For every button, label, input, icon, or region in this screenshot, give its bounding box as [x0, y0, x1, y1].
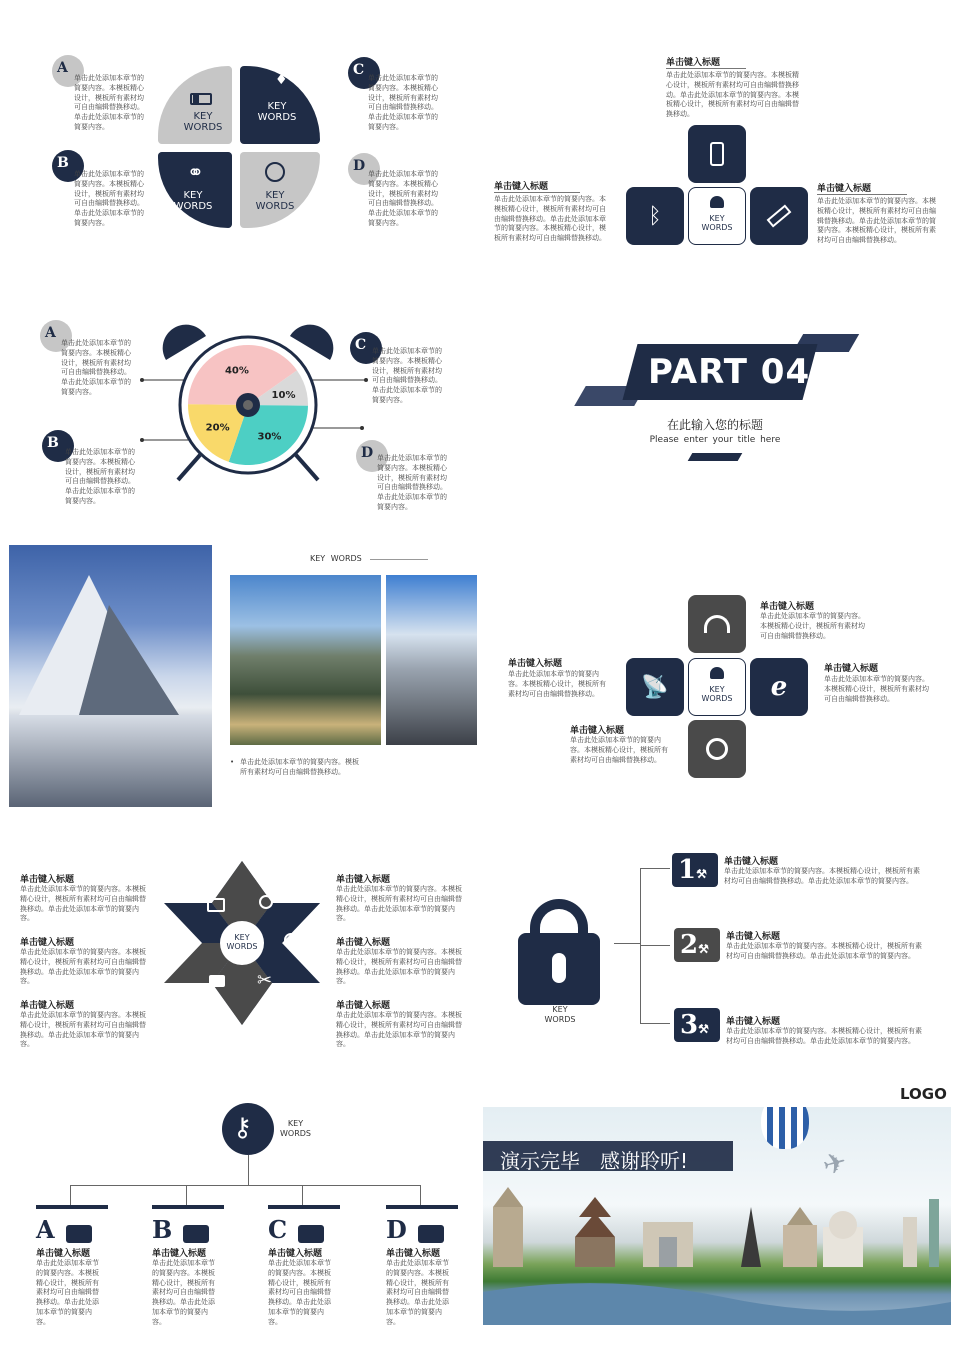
text-d: 单击此处添加本章节的简要内容。本模板精心设计，模板所有素材均可自由编辑替换移动。单击此处添加本章节的简要内容。	[377, 454, 447, 511]
letter-b: B	[152, 1215, 173, 1244]
landmarks-photo	[483, 1107, 951, 1325]
slide-8-padlock-list	[480, 815, 960, 1065]
android-tile	[688, 187, 746, 245]
phone-icon	[710, 142, 724, 166]
unlock-icon	[298, 1225, 324, 1243]
text-b: 单击此处添加本章节的简要内容。本模板精心设计，模板所有素材均可自由编辑替换移动。单击此处添加本章节的简要内容。	[65, 448, 135, 505]
pie-label-3: 20%	[205, 422, 230, 434]
text-left-2: 单击此处添加本章节的简要内容。本模板精心设计，模板所有素材均可自由编辑替换移动。单击此处添加本章节的简要内容。	[20, 948, 146, 986]
branch-b-title: 单击键入标题	[152, 1249, 207, 1259]
title-1: 单击键入标题	[760, 602, 815, 612]
label-words: WORDS	[701, 694, 733, 703]
letter-c: C	[268, 1215, 288, 1244]
title-left-2: 单击键入标题	[20, 938, 75, 948]
letter-d: D	[386, 1215, 407, 1244]
letter-a: A	[57, 60, 68, 76]
text-right-2: 单击此处添加本章节的简要内容。本模板精心设计，模板所有素材均可自由编辑替换移动。单击此处添加本章节的简要内容。	[336, 948, 462, 986]
slide-4-part-title	[480, 290, 960, 525]
logo: LOGO	[900, 1085, 947, 1103]
bell-left	[163, 325, 206, 360]
letter-c: C	[355, 337, 367, 353]
title-4: 单击键入标题	[570, 726, 625, 736]
umbrella-icon: ☂	[175, 930, 192, 951]
label-key-1: KEY WORDS	[183, 111, 223, 133]
key-circle	[222, 1103, 274, 1155]
number-badge-1: 1⚒	[672, 853, 718, 887]
title-3: 单击键入标题	[824, 664, 879, 674]
power-tile	[688, 720, 746, 778]
usb-icon	[767, 204, 792, 227]
item-title-2: 单击键入标题	[726, 932, 781, 942]
phone-tile	[688, 125, 746, 183]
pie-label-0: 40%	[224, 365, 249, 377]
hammer-icon: ⚒	[698, 1022, 709, 1036]
item-title-1: 单击键入标题	[724, 857, 779, 867]
top-title: 单击键入标题	[666, 55, 746, 69]
branch-d-title: 单击键入标题	[386, 1249, 441, 1259]
title-left-1: 单击键入标题	[20, 875, 75, 885]
label-words: WORDS	[701, 223, 733, 232]
heading-keywords: KEY WORDS	[310, 554, 362, 563]
link-icon: ⚭	[187, 160, 204, 184]
title-left-3: 单击键入标题	[20, 1001, 75, 1011]
city-skyline	[483, 1107, 951, 1325]
label-key-3: KEY WORDS	[173, 190, 213, 212]
alarm-clock-chart	[130, 320, 370, 490]
bullet-text: 单击此处添加本章节的简要内容。模板所有素材均可自由编辑替换移动。	[240, 758, 359, 776]
right-text: 单击此处添加本章节的简要内容。本模板精心设计，模板所有素材均可自由编辑替换移动。单击此处添加本章节的简要内容。本模板精心设计，模板所有素材均可自由编辑替换移动。	[817, 197, 936, 245]
tie-icon: ♦	[275, 72, 288, 88]
part-title: PART 04	[648, 352, 811, 392]
ie-tile	[750, 658, 808, 716]
padlock-label: KEY WORDS	[544, 1005, 576, 1024]
bluetooth-icon: ᛒ	[648, 203, 662, 229]
slide-7-hexagram	[0, 815, 480, 1065]
number-badge-3: 3⚒	[674, 1008, 720, 1042]
subtitle-en: Please enter your title here	[649, 435, 781, 445]
label-key-4: KEY WORDS	[255, 190, 295, 212]
label-key-2: KEY WORDS	[257, 101, 297, 123]
label-key: KEY	[709, 685, 725, 694]
padlock-icon	[518, 933, 600, 1005]
leg-right	[296, 455, 318, 480]
item-title-3: 单击键入标题	[726, 1017, 781, 1027]
thanks-text: 演示完毕 感谢聆听!	[500, 1149, 689, 1173]
text-left-1: 单击此处添加本章节的简要内容。本模板精心设计，模板所有素材均可自由编辑替换移动。单击此处添加本章节的简要内容。	[20, 885, 146, 923]
letter-b: B	[47, 435, 59, 451]
internet-explorer-icon: e	[770, 672, 788, 702]
tree-bar	[70, 1185, 420, 1186]
letter-a: A	[45, 325, 56, 341]
left-text: 单击此处添加本章节的简要内容。本模板精心设计，模板所有素材均可自由编辑替换移动。单击此处添加本章节的简要内容。本模板精心设计，模板所有素材均可自由编辑替换移动。	[494, 195, 606, 243]
branch-a-text: 单击此处添加本章节的简要内容。本模板精心设计，模板所有素材均可自由编辑替换移动。单击此处添加本章节的简要内容。	[36, 1259, 99, 1326]
photo-valley	[230, 575, 381, 745]
right-title: 单击键入标题	[817, 181, 907, 195]
item-text-1: 单击此处添加本章节的简要内容。本模板精心设计，模板所有素材均可自由编辑替换移动。单击此处添加本章节的简要内容。	[724, 867, 920, 885]
tree-stem	[248, 1155, 249, 1185]
pie-label-2: 30%	[257, 431, 282, 443]
text-2: 单击此处添加本章节的简要内容。本模板精心设计，模板所有素材均可自由编辑替换移动。	[508, 670, 606, 698]
android-tile	[688, 658, 746, 716]
search-icon	[259, 895, 273, 909]
branch-c-title: 单击键入标题	[268, 1249, 323, 1259]
letter-c: C	[353, 62, 365, 78]
unlock-icon	[418, 1225, 444, 1243]
letter-d: D	[353, 158, 366, 174]
letter-b: B	[57, 155, 69, 171]
title-right-3: 单击键入标题	[336, 1001, 391, 1011]
headphones-tile	[688, 595, 746, 653]
branch-b	[152, 1205, 224, 1328]
slide-10-thanks	[480, 1065, 960, 1352]
text-3: 单击此处添加本章节的简要内容。本模板精心设计，模板所有素材均可自由编辑替换移动。	[824, 675, 929, 703]
hammer-icon: ⚒	[698, 942, 709, 956]
slide-3-clock-pie	[0, 290, 480, 525]
bottom-bar	[688, 453, 743, 461]
text-right-3: 单击此处添加本章节的简要内容。本模板精心设计，模板所有素材均可自由编辑替换移动。单击此处添加本章节的简要内容。	[336, 1011, 462, 1049]
label-key: KEY	[709, 214, 725, 223]
branch-a-title: 单击键入标题	[36, 1249, 91, 1259]
title-right-1: 单击键入标题	[336, 875, 391, 885]
text-1: 单击此处添加本章节的简要内容。本模板精心设计，模板所有素材均可自由编辑替换移动。	[760, 612, 865, 640]
briefcase-icon	[207, 898, 225, 912]
text-4: 单击此处添加本章节的简要内容。本模板精心设计，模板所有素材均可自由编辑替换移动。	[570, 736, 668, 764]
branch-b-text: 单击此处添加本章节的简要内容。本模板精心设计，模板所有素材均可自由编辑替换移动。单击此处添加本章节的简要内容。	[152, 1259, 215, 1326]
text-left-3: 单击此处添加本章节的简要内容。本模板精心设计，模板所有素材均可自由编辑替换移动。单击此处添加本章节的简要内容。	[20, 1011, 146, 1049]
text-d: 单击此处添加本章节的简要内容。本模板精心设计，模板所有素材均可自由编辑替换移动。单击此处添加本章节的简要内容。	[368, 170, 438, 227]
text-a: 单击此处添加本章节的简要内容。本模板精心设计，模板所有素材均可自由编辑替换移动。单击此处添加本章节的简要内容。	[74, 74, 144, 131]
android-icon	[710, 667, 724, 679]
connector-h	[614, 943, 640, 944]
slide-6-icon-cross	[480, 525, 960, 815]
clock-icon	[265, 162, 285, 182]
lock-open-icon	[209, 975, 225, 987]
unlock-icon	[183, 1225, 209, 1243]
photo-matterhorn	[9, 545, 212, 807]
battery-icon	[190, 93, 212, 105]
title-2: 单击键入标题	[508, 659, 563, 669]
text-c: 单击此处添加本章节的简要内容。本模板精心设计，模板所有素材均可自由编辑替换移动。单击此处添加本章节的简要内容。	[368, 74, 438, 131]
hammer-icon: ⚒	[696, 867, 707, 881]
left-title: 单击键入标题	[494, 179, 580, 193]
watch-icon	[284, 933, 298, 947]
usb-tile	[750, 187, 808, 245]
branch-d	[386, 1205, 458, 1328]
item-text-3: 单击此处添加本章节的简要内容。本模板精心设计，模板所有素材均可自由编辑替换移动。单击此处添加本章节的简要内容。	[726, 1027, 922, 1045]
satellite-dish-icon: 📡	[641, 674, 669, 700]
photo-railway	[386, 575, 477, 745]
tools-icon: ✂	[257, 970, 273, 991]
airplane-icon: ✈	[819, 1144, 851, 1183]
branch-c	[268, 1205, 340, 1328]
bluetooth-tile	[626, 187, 684, 245]
branch-c-text: 单击此处添加本章节的简要内容。本模板精心设计，模板所有素材均可自由编辑替换移动。单击此处添加本章节的简要内容。	[268, 1259, 331, 1326]
power-icon	[706, 738, 728, 760]
letter-d: D	[361, 445, 374, 461]
bullet-dot: •	[230, 758, 235, 766]
item-text-2: 单击此处添加本章节的简要内容。本模板精心设计，模板所有素材均可自由编辑替换移动。单击此处添加本章节的简要内容。	[726, 942, 922, 960]
slide-2-icon-cross	[480, 0, 960, 290]
slide-5-photos	[0, 525, 480, 815]
hex-center-label: KEY WORDS	[226, 933, 258, 951]
branch-d-text: 单击此处添加本章节的简要内容。本模板精心设计，模板所有素材均可自由编辑替换移动。单击此处添加本章节的简要内容。	[386, 1259, 449, 1326]
leg-left	[178, 455, 200, 480]
bell-right	[290, 325, 333, 360]
title-cn: 在此输入您的标题	[666, 418, 763, 432]
branch-a	[36, 1205, 108, 1328]
unlock-icon	[66, 1225, 92, 1243]
key-label: KEY WORDS	[280, 1119, 312, 1138]
satellite-tile	[626, 658, 684, 716]
text-a: 单击此处添加本章节的简要内容。本模板精心设计，模板所有素材均可自由编辑替换移动。单击此处添加本章节的简要内容。	[61, 339, 131, 396]
slide-1-keywords-petals	[0, 0, 480, 290]
android-icon	[710, 196, 724, 208]
title-right-2: 单击键入标题	[336, 938, 391, 948]
text-right-1: 单击此处添加本章节的简要内容。本模板精心设计，模板所有素材均可自由编辑替换移动。单击此处添加本章节的简要内容。	[336, 885, 462, 923]
heading-line	[370, 559, 428, 560]
letter-a: A	[36, 1215, 55, 1244]
top-text: 单击此处添加本章节的简要内容。本模板精心设计，模板所有素材均可自由编辑替换移动。单击此处添加本章节的简要内容。本模板精心设计，模板所有素材均可自由编辑替换移动。	[666, 71, 799, 119]
text-b: 单击此处添加本章节的简要内容。本模板精心设计，模板所有素材均可自由编辑替换移动。单击此处添加本章节的简要内容。	[74, 170, 144, 227]
headphones-icon	[704, 615, 730, 633]
pie-label-1: 10%	[271, 389, 296, 401]
text-c: 单击此处添加本章节的简要内容。本模板精心设计，模板所有素材均可自由编辑替换移动。单击此处添加本章节的简要内容。	[372, 347, 442, 404]
key-icon: ⚷	[233, 1113, 253, 1143]
number-badge-2: 2⚒	[674, 928, 720, 962]
slide-9-key-tree	[0, 1065, 480, 1352]
